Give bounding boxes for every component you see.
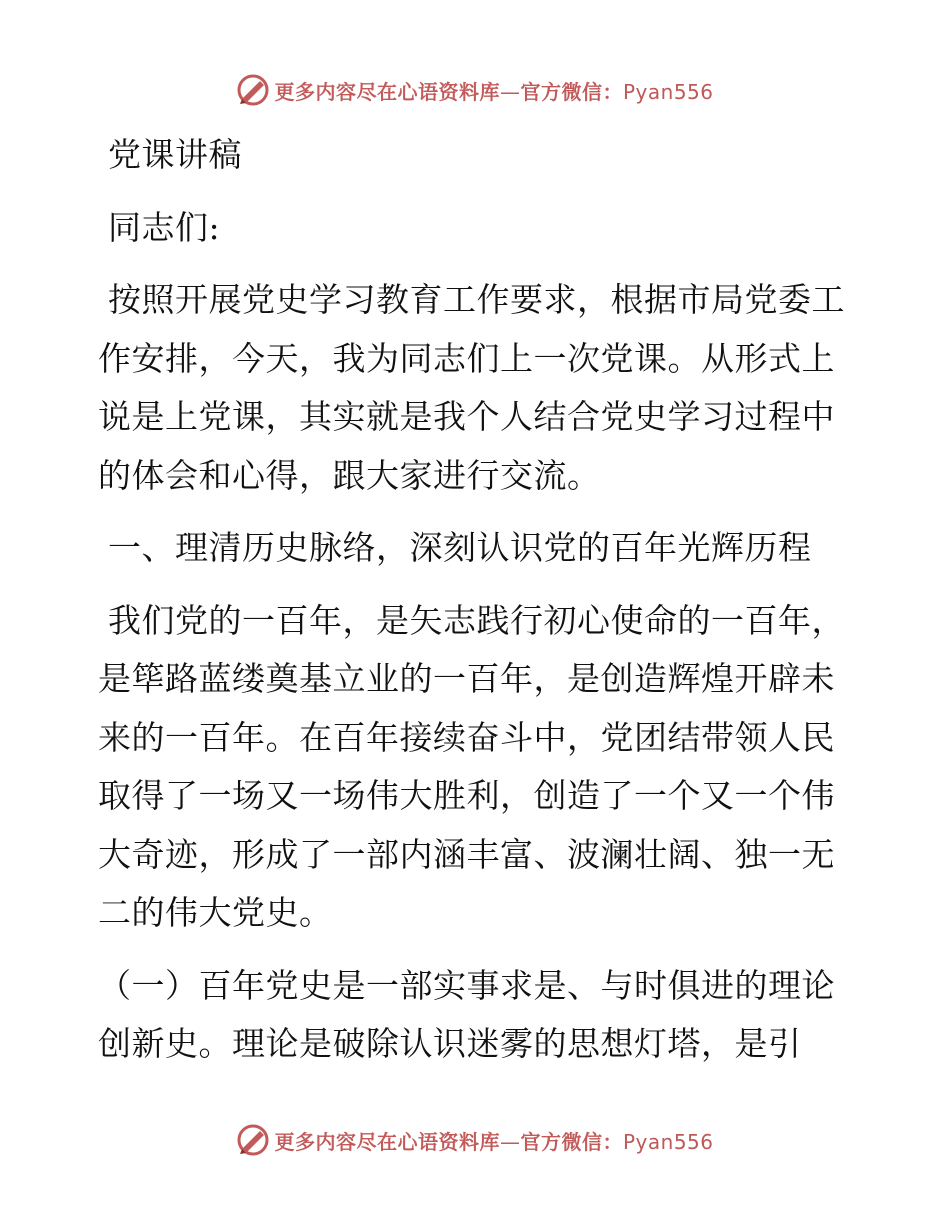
section-heading-1: 一、理清历史脉络，深刻认识党的百年光辉历程 bbox=[108, 528, 812, 567]
paragraph-theory: （一）百年党史是一部实事求是、与时俱进的理论创新史。理论是破除认识迷雾的思想灯塔，是引 bbox=[98, 965, 835, 1063]
document-title: 党课讲稿 bbox=[108, 135, 242, 174]
watermark-banner-bottom bbox=[0, 1120, 950, 1160]
pen-logo-icon bbox=[236, 73, 270, 107]
watermark-text: 更多内容尽在心语资料库—官方微信：Pyan556 bbox=[274, 79, 714, 104]
paragraph-intro: 按照开展党史学习教育工作要求，根据市局党委工作安排，今天，我为同志们上一次党课。从形式上说是上党课，其实就是我个人结合党史学习过程中的体会和心得，跟大家进行交流。 bbox=[98, 280, 845, 495]
pen-logo-icon bbox=[236, 1123, 270, 1157]
document-body bbox=[98, 126, 858, 1074]
watermark-banner-top bbox=[0, 70, 950, 110]
paragraph-history: 我们党的一百年，是矢志践行初心使命的一百年，是筚路蓝缕奠基立业的一百年，是创造辉煌开辟未来的一百年。在百年接续奋斗中，党团结带领人民取得了一场又一场伟大胜利，创造了一个又一个伟大奇迹，形成了一部内涵丰富、波澜壮阔、独一无二的伟大党史。 bbox=[98, 600, 845, 932]
watermark-text: 更多内容尽在心语资料库—官方微信：Pyan556 bbox=[274, 1129, 714, 1154]
salutation: 同志们: bbox=[108, 207, 221, 247]
